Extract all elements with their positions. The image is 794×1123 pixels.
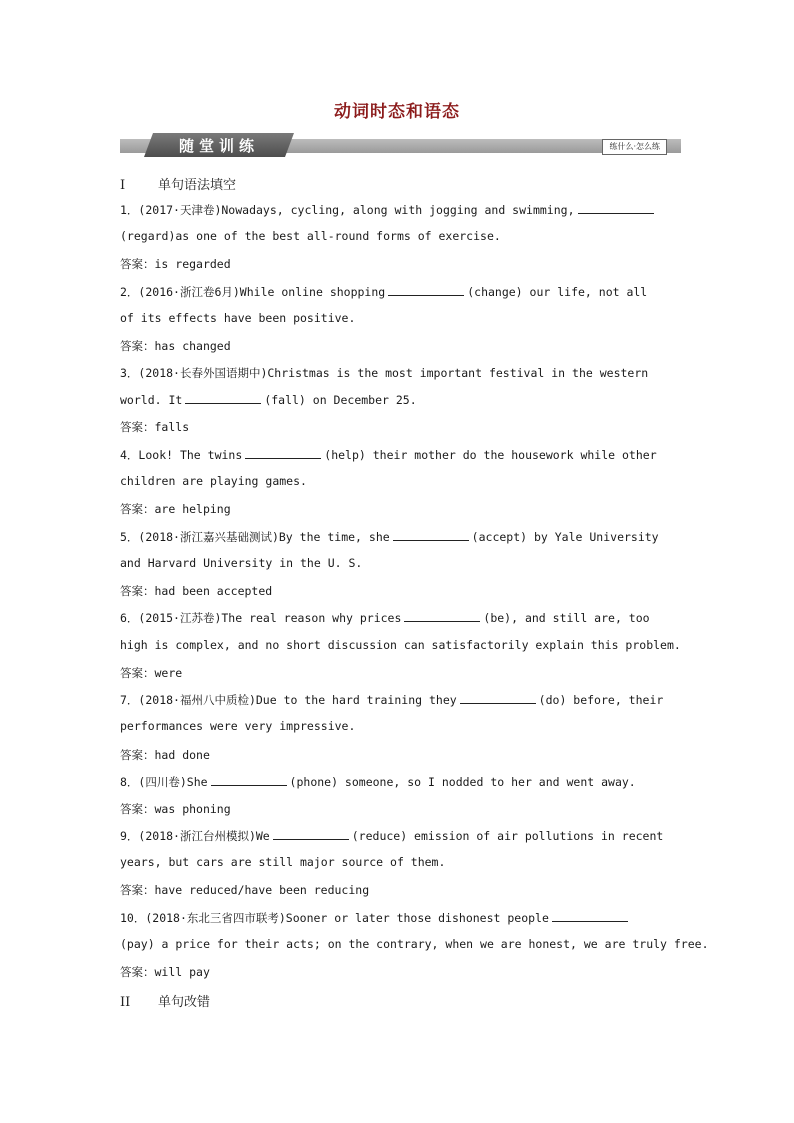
answer-6: 答案：were	[120, 666, 183, 680]
banner-tag: 练什么·怎么练	[602, 139, 667, 155]
answer-blank	[578, 202, 654, 214]
answer-5: 答案：had been accepted	[120, 584, 273, 598]
answer-blank	[404, 610, 480, 622]
question-8-line-1	[120, 774, 674, 790]
question-text: world. It	[120, 393, 183, 407]
answer-7: 答案：had done	[120, 748, 210, 762]
answer-1: 答案：is regarded	[120, 257, 231, 271]
question-text: 8．(四川卷)She	[120, 775, 208, 789]
answer-10: 答案：will pay	[120, 965, 210, 979]
question-3-line-2	[120, 392, 674, 407]
question-text: (be), and still are, too	[483, 611, 650, 625]
question-4-line-1	[120, 447, 674, 463]
section-label: 单句语法填空	[158, 178, 237, 193]
question-10-line-1	[120, 910, 674, 926]
question-6-line-1	[120, 610, 674, 626]
question-text: (change) our life, not all	[467, 285, 648, 299]
question-2-line-2: of its effects have been positive.	[120, 311, 356, 325]
question-3-line-1: 3．(2018·长春外国语期中)Christmas is the most important festival in the western	[120, 366, 649, 380]
question-text: 9．(2018·浙江台州模拟)We	[120, 829, 270, 843]
question-5-line-2: and Harvard University in the U. S.	[120, 556, 363, 570]
question-7-line-2: performances were very impressive.	[120, 719, 356, 733]
section-number: I	[120, 178, 126, 193]
page-title: 动词时态和语态	[334, 102, 460, 122]
question-7-line-1	[120, 692, 674, 708]
question-text: (accept) by Yale University	[471, 530, 659, 544]
question-10-line-2: (pay) a price for their acts; on the contrary, when we are honest, we are truly free.	[120, 937, 709, 951]
answer-4: 答案：are helping	[120, 502, 231, 516]
answer-3: 答案：falls	[120, 420, 190, 434]
question-text: (reduce) emission of air pollutions in recent	[351, 829, 664, 843]
answer-blank	[388, 284, 464, 296]
answer-blank	[552, 910, 628, 922]
question-1-line-2: (regard)as one of the best all-round forms of exercise.	[120, 229, 501, 243]
section-heading-2	[120, 991, 210, 1010]
section-label: 单句改错	[158, 995, 211, 1010]
question-9-line-2: years, but cars are still major source of them.	[120, 855, 446, 869]
question-text: (fall) on December 25.	[264, 393, 417, 407]
question-text: 4．Look! The twins	[120, 448, 243, 462]
section-number: II	[120, 995, 131, 1010]
answer-blank	[211, 774, 287, 786]
question-9-line-1	[120, 828, 674, 844]
answer-blank	[185, 392, 261, 404]
question-text: 2．(2016·浙江卷6月)While online shopping	[120, 285, 386, 299]
answer-2: 答案：has changed	[120, 339, 231, 353]
question-1-line-1	[120, 202, 674, 218]
question-4-line-2: children are playing games.	[120, 474, 307, 488]
question-5-line-1	[120, 529, 674, 545]
answer-blank	[460, 692, 536, 704]
question-text: 10．(2018·东北三省四市联考)Sooner or later those dishonest people	[120, 911, 549, 925]
banner-tab-label: 随堂训练	[178, 137, 259, 155]
answer-blank	[273, 828, 349, 840]
question-text: (help) their mother do the housework while other	[324, 448, 657, 462]
question-text: 7．(2018·福州八中质检)Due to the hard training they	[120, 693, 457, 707]
question-text: 6．(2015·江苏卷)The real reason why prices	[120, 611, 402, 625]
section-heading-1	[120, 174, 236, 193]
answer-8: 答案：was phoning	[120, 802, 231, 816]
question-text: 5．(2018·浙江嘉兴基础测试)By the time, she	[120, 530, 390, 544]
question-text: (phone) someone, so I nodded to her and went away.	[289, 775, 636, 789]
answer-blank	[393, 529, 469, 541]
question-2-line-1	[120, 284, 674, 300]
section-banner	[120, 133, 681, 157]
question-text: 1．(2017·天津卷)Nowadays, cycling, along with jogging and swimming,	[120, 203, 575, 217]
answer-9: 答案：have reduced/have been reducing	[120, 883, 370, 897]
answer-blank	[245, 447, 321, 459]
question-6-line-2: high is complex, and no short discussion can satisfactorily explain this problem.	[120, 638, 681, 652]
question-text: (do) before, their	[538, 693, 664, 707]
